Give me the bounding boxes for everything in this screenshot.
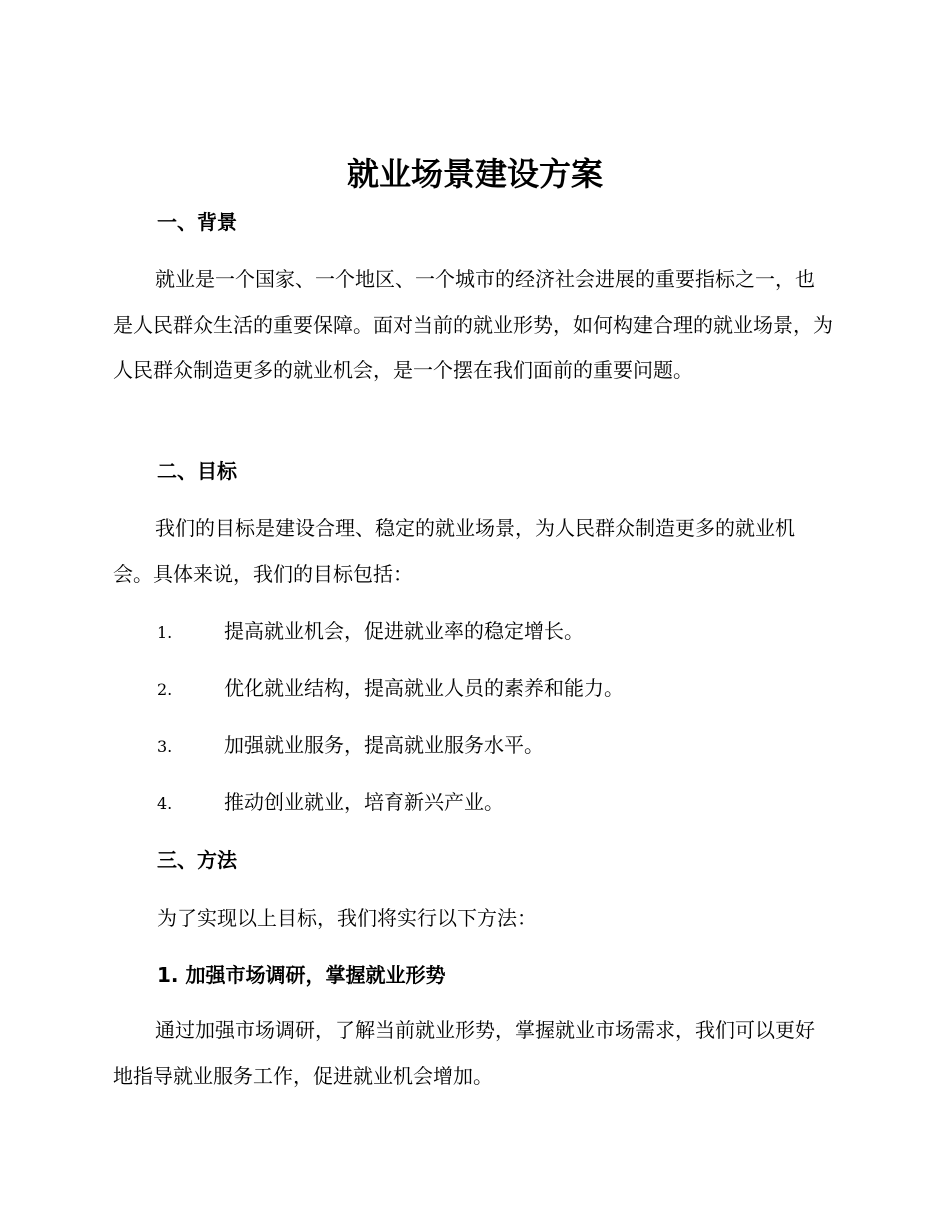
goal-list-item xyxy=(157,673,624,705)
method-paragraph: 通过加强市场调研，了解当前就业形势，掌握就业市场需求，我们可以更好地指导就业服务工作，促进就业机会增加。 xyxy=(113,1018,815,1088)
goals-paragraph: 我们的目标是建设合理、稳定的就业场景，为人民群众制造更多的就业机会。具体来说，我们的目标包括： xyxy=(113,516,795,586)
list-text: 加强就业服务，提高就业服务水平。 xyxy=(224,733,544,757)
list-text: 推动创业就业，培育新兴产业。 xyxy=(224,790,504,814)
list-text: 提高就业机会，促进就业率的稳定增长。 xyxy=(224,619,584,643)
section-heading-goals: 二、目标 xyxy=(157,459,237,483)
section-heading-methods: 三、方法 xyxy=(157,848,237,872)
goal-list-item xyxy=(157,616,584,648)
list-number: 2. xyxy=(157,680,173,699)
background-paragraph: 就业是一个国家、一个地区、一个城市的经济社会进展的重要指标之一，也是人民群众生活的重要保障。面对当前的就业形势，如何构建合理的就业场景，为人民群众制造更多的就业机会，是一个摆在我们面前的重要问题。 xyxy=(113,267,833,382)
list-number: 1. xyxy=(157,623,173,642)
methods-intro: 为了实现以上目标，我们将实行以下方法： xyxy=(157,906,537,930)
list-number: 4. xyxy=(157,794,173,813)
list-text: 优化就业结构，提高就业人员的素养和能力。 xyxy=(224,676,624,700)
list-number: 3. xyxy=(157,737,173,756)
method-subheading: 1. 加强市场调研，掌握就业形势 xyxy=(157,963,446,987)
goal-list-item xyxy=(157,730,544,762)
document-title: 就业场景建设方案 xyxy=(346,155,603,193)
section-heading-background: 一、背景 xyxy=(157,210,237,234)
goal-list-item xyxy=(157,787,504,819)
